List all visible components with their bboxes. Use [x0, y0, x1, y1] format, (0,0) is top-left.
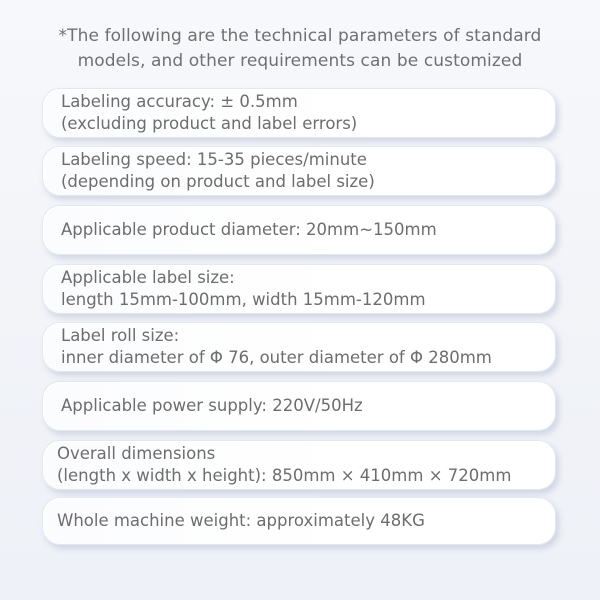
header-note [0, 24, 600, 74]
spec-title: Labeling speed: 15-35 pieces/minute [61, 150, 367, 169]
spec-detail: length 15mm-100mm, width 15mm-120mm [61, 290, 426, 309]
spec-detail: (length x width x height): 850mm × 410mm × 720mm [57, 466, 512, 485]
spec-labeling-speed [42, 146, 556, 196]
spec-title: Whole machine weight: approximately 48KG [57, 511, 425, 530]
spec-title: Applicable product diameter: 20mm~150mm [61, 220, 437, 239]
spec-labeling-accuracy [42, 88, 556, 138]
spec-detail: (excluding product and label errors) [61, 114, 358, 133]
spec-label-size [42, 264, 556, 314]
spec-detail: inner diameter of Φ 76, outer diameter of Φ 280mm [61, 348, 492, 367]
spec-title: Label roll size: [61, 326, 180, 345]
spec-detail: (depending on product and label size) [61, 172, 375, 191]
spec-overall-dimensions [42, 440, 556, 490]
header-line-2: models, and other requirements can be customized [77, 51, 523, 71]
spec-power-supply [42, 381, 556, 431]
spec-title: Applicable power supply: 220V/50Hz [61, 396, 363, 415]
header-line-1: *The following are the technical parameters of standard [58, 26, 542, 46]
spec-machine-weight [42, 497, 556, 545]
spec-product-diameter [42, 205, 556, 255]
spec-title: Overall dimensions [57, 444, 216, 463]
spec-title: Applicable label size: [61, 268, 235, 287]
spec-label-roll-size [42, 322, 556, 372]
spec-title: Labeling accuracy: ± 0.5mm [61, 92, 298, 111]
